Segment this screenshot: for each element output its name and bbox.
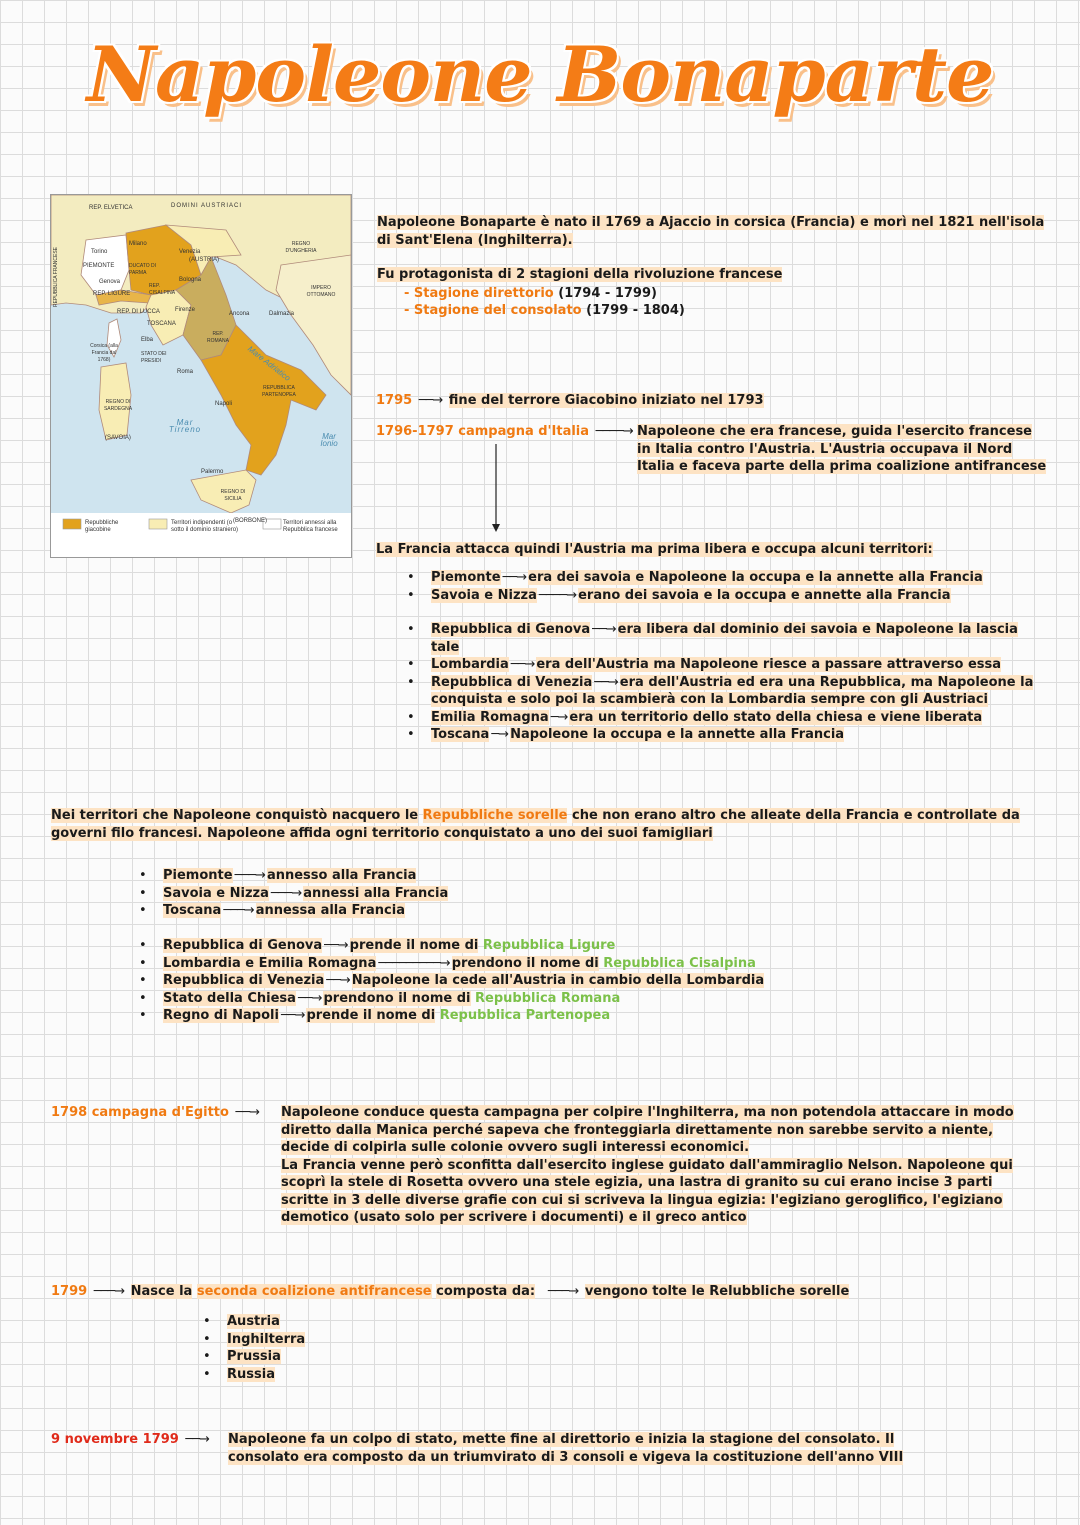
map-label: Mare Adriatico [246,344,293,383]
map-label: REP. ROMANA [207,331,229,344]
legend-label: Territori annessi alla Repubblica francese [283,520,338,533]
arrow-icon: ──→ [185,1432,209,1447]
list-item: • Regno di Napoli ──→ prende il nome di Repubblica Partenopea [163,1007,863,1025]
down-arrow-icon [490,444,502,534]
map-label: REP. LIGURE [93,291,131,297]
map-label: Milano [129,241,147,247]
page-title: Napoleone Bonaparte [86,30,994,119]
stagione-consolato: - Stagione del consolato (1799 - 1804) [404,303,685,318]
arrow-icon: ──→ [235,1105,260,1120]
map-label: REP. ELVETICA [89,205,133,211]
map-label: (SAVOIA) [105,435,131,441]
stagione-direttorio: - Stagione direttorio (1794 - 1799) [404,286,657,301]
egitto-text: Napoleone conduce questa campagna per colpire l'Inghilterra, ma non potendola attaccare in modo diretto dalla Manica perché sapeva che fronteggiarla direttamente non sarebbe servito a niente, decide di colpirla sulle colonie ovvero sugli interessi economici. La Francia venne però sconfitta dall'esercito inglese guidato dall'ammiraglio Nelson. Napoleone qui scoprì la stele di Rosetta ovvero una stele egizia, una lastra di granito su cui erano incise 3 parti scritte in 3 delle diverse grafie con cui si scriveva la lingua egizia: l'egiziano geroglifico, l'egiziano demotico (usato solo per scrivere i documenti) e il greco antico [281,1105,1014,1225]
map-label: PIEMONTE [83,263,115,269]
list-item: • Inghilterra [227,1331,427,1349]
map-label: Roma [177,369,194,375]
list-item: • Toscana ─→ Napoleone la occupa e la annette alla Francia [431,726,1041,744]
list-item: • Lombardia e Emilia Romagna ─────────→ prendono il nome di Repubblica Cisalpina [163,955,863,973]
annessi-list [163,867,763,920]
arrow-icon: ───→ [541,1284,579,1299]
campagna-italia-date: 1796-1797 campagna d'Italia ────→ [376,424,633,439]
list-item: • Savoia e Nizza ───→ annessi alla Francia [163,885,763,903]
coalizione-members [227,1313,427,1383]
list-item: • Piemonte ──→ era dei savoia e Napoleone la occupa e la annette alla Francia [431,569,1041,587]
map-label: REGNO DI SICILIA [220,489,246,502]
map-label: Napoli [215,401,233,407]
map-label: STATO DEI PRESIDI [141,351,167,364]
arrow-icon: ───→ [93,1284,125,1299]
list-item: • Repubblica di Venezia ──→ era dell'Austria ed era una Repubblica, ma Napoleone la conquista e solo poi la scambierà con la Lombardia sempre con gli Austriaci [431,674,1041,709]
colpo-stato-text: Napoleone fa un colpo di stato, mette fine al direttorio e inizia la stagione del consolato. Il consolato era composto da un triumvirato di 3 consoli e vigeva la costituzione dell'anno VIII [228,1432,904,1465]
intro-stagioni: Fu protagonista di 2 stagioni della rivoluzione francese [377,267,783,282]
timeline-1795: 1795 ──→ fine del terrore Giacobino iniziato nel 1793 [376,393,764,408]
list-item: • Repubblica di Genova ──→ era libera dal dominio dei savoia e Napoleone la lascia tale [431,621,1041,656]
intro-birth: Napoleone Bonaparte è nato il 1769 a Ajaccio in corsica (Francia) e morì nel 1821 nell'isola di Sant'Elena (Inghilterra). [377,215,1045,248]
map-label: DUCATO DI PARMA [129,263,157,276]
legend-label: Territori indipendenti (o sotto il dominio straniero) [171,520,239,533]
map-label: Ancona [229,311,250,317]
map-label: REP. CISALPINA [149,283,176,296]
map-label: (AUSTRIA) [189,257,219,263]
sorelle-paragraph: Nei territori che Napoleone conquistò nacquero le Repubbliche sorelle che non erano altro che alleate della Francia e controllate da governi filo francesi. Napoleone affida ogni territorio conquistato a uno dei suoi famigliari [51,808,1020,841]
repubbliche-list [163,937,863,1025]
colpo-stato-date: 9 novembre 1799 ──→ [51,1432,209,1447]
map-label: Mar Tirreno [168,418,202,434]
map-label: REGNO D'UNGHERIA [285,241,317,254]
map-label: Palermo [201,469,224,475]
list-item: • Emilia Romagna ─→ era un territorio dello stato della chiesa e viene liberata [431,709,1041,727]
map-label: Corsica (alla Francia dal 1768) [90,343,118,363]
map-label: REPUBBLICA PARTENOPEA [262,385,296,398]
territori-list [431,569,1041,744]
list-item: • Russia [227,1366,427,1384]
list-item: • Repubblica di Genova ──→ prende il nome di Repubblica Ligure [163,937,863,955]
map-label: Torino [91,249,108,255]
map-label: Elba [141,337,154,343]
egitto-date: 1798 campagna d'Egitto ──→ [51,1105,260,1120]
campagna-italia-text: Napoleone che era francese, guida l'esercito francese in Italia contro l'Austria. L'Austria occupava il Nord Italia e faceva parte della prima coalizione antifrancese [637,424,1047,474]
map-label: Bologna [179,277,202,283]
map-label: Mar Ionio [320,432,338,448]
map-label: Genova [99,279,121,285]
map-label: REGNO DI SARDEGNA [103,399,133,412]
map-label: REP. DI LUCCA [117,309,160,315]
attacco-text: La Francia attacca quindi l'Austria ma prima libera e occupa alcuni territori: [376,542,933,557]
map-label: TOSCANA [147,321,176,327]
list-item: • Prussia [227,1348,427,1366]
legend-label: Repubbliche giacobine [85,520,119,533]
map-label: REPUBBLICA FRANCESE [53,247,59,308]
map-label: (BORBONE) [233,518,268,524]
map-label: DOMINI AUSTRIACI [171,203,243,209]
list-item: • Stato della Chiesa ──→ prendono il nome di Repubblica Romana [163,990,863,1008]
arrow-icon: ──→ [418,393,443,408]
list-item: • Toscana ───→ annessa alla Francia [163,902,763,920]
map-label: Firenze [175,307,196,313]
list-item: • Piemonte ───→ annesso alla Francia [163,867,763,885]
map-label: IMPERO OTTOMANO [306,285,336,298]
list-item: • Savoia e Nizza ────→ erano dei savoia e la occupa e annette alla Francia [431,587,1041,605]
map-label: Venezia [179,249,201,255]
map-label: Dalmazia [269,311,295,317]
list-item: • Repubblica di Venezia ──→ Napoleone la cede all'Austria in cambio della Lombardia [163,972,863,990]
list-item: • Lombardia ──→ era dell'Austria ma Napoleone riesce a passare attraverso essa [431,656,1041,674]
list-item: • Austria [227,1313,427,1331]
italy-map [50,194,352,558]
coalizione-line: 1799 ───→ Nasce la seconda coalizione antifrancese composta da: ───→ vengono tolte le Relubbliche sorelle [51,1284,850,1299]
arrow-icon: ────→ [595,424,633,439]
